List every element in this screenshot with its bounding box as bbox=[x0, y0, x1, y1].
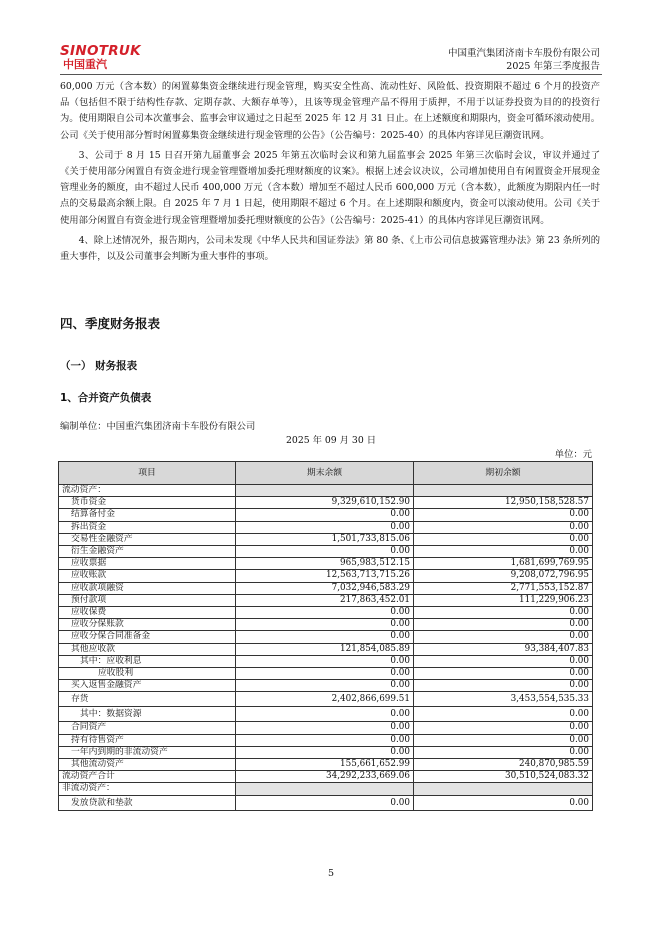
table-cell-begin-balance: 0.00 bbox=[414, 707, 593, 722]
table-cell-begin-balance: 3,453,554,535.33 bbox=[414, 692, 593, 707]
table-cell-item: 货币资金 bbox=[59, 497, 236, 509]
table-row bbox=[59, 521, 593, 533]
table-row bbox=[59, 734, 593, 746]
table-row bbox=[59, 546, 593, 558]
company-logo bbox=[60, 44, 172, 71]
table-cell-item: 预付款项 bbox=[59, 594, 236, 606]
table-cell-begin-balance: 30,510,524,083.32 bbox=[414, 771, 593, 783]
table-cell-begin-balance: 0.00 bbox=[414, 619, 593, 631]
table-cell-end-balance: 0.00 bbox=[236, 521, 414, 533]
table-row bbox=[59, 594, 593, 606]
table-row bbox=[59, 643, 593, 655]
table-cell-item: 流动资产： bbox=[59, 485, 236, 497]
header-report-title: 2025 年第三季度报告 bbox=[506, 61, 600, 72]
table-row bbox=[59, 722, 593, 734]
body-text bbox=[60, 79, 600, 265]
table-cell-item: 其中：应收利息 bbox=[59, 655, 236, 667]
table-row bbox=[59, 607, 593, 619]
table-cell-begin-balance: 0.00 bbox=[414, 734, 593, 746]
table-cell-end-balance: 0.00 bbox=[236, 734, 414, 746]
table-row bbox=[59, 771, 593, 783]
table-cell-begin-balance: 0.00 bbox=[414, 546, 593, 558]
table-row bbox=[59, 783, 593, 795]
table-row bbox=[59, 497, 593, 509]
table-cell-begin-balance: 2,771,553,152.87 bbox=[414, 582, 593, 594]
table-cell-begin-balance: 0.00 bbox=[414, 631, 593, 643]
paragraph-item-4: 4、除上述情况外，报告期内，公司未发现《中华人民共和国证券法》第 80 条、《上市公司信息披露管理办法》第 23 条所列的重大事件，以及公司董事会判断为重大事件的事项。 bbox=[60, 234, 600, 263]
column-header-item: 项目 bbox=[59, 462, 236, 485]
table-cell-item: 流动资产合计 bbox=[59, 771, 236, 783]
table-cell-end-balance: 0.00 bbox=[236, 668, 414, 680]
table-cell-begin-balance: 111,229,906.23 bbox=[414, 594, 593, 606]
table-row bbox=[59, 509, 593, 521]
table-cell-begin-balance: 12,950,158,528.57 bbox=[414, 497, 593, 509]
table-row bbox=[59, 759, 593, 771]
table-cell-item: 其他流动资产 bbox=[59, 759, 236, 771]
table-cell-end-balance: 155,661,652.99 bbox=[236, 759, 414, 771]
table-cell-end-balance: 0.00 bbox=[236, 680, 414, 692]
table-cell-end-balance: 0.00 bbox=[236, 722, 414, 734]
table-cell-item: 一年内到期的非流动资产 bbox=[59, 746, 236, 758]
table-cell-end-balance: 34,292,233,669.06 bbox=[236, 771, 414, 783]
table-row bbox=[59, 485, 593, 497]
report-header bbox=[448, 47, 600, 73]
header-divider bbox=[60, 74, 602, 75]
table-cell-item: 应收款项融资 bbox=[59, 582, 236, 594]
table-row bbox=[59, 655, 593, 667]
table-row bbox=[59, 533, 593, 545]
table-row bbox=[59, 692, 593, 707]
table-cell-end-balance: 0.00 bbox=[236, 655, 414, 667]
table-cell-begin-balance: 93,384,407.83 bbox=[414, 643, 593, 655]
table-cell-end-balance bbox=[236, 783, 414, 795]
table-cell-end-balance: 0.00 bbox=[236, 546, 414, 558]
table-cell-begin-balance: 0.00 bbox=[414, 533, 593, 545]
table-cell-item: 拆出资金 bbox=[59, 521, 236, 533]
table-cell-begin-balance bbox=[414, 485, 593, 497]
table-cell-begin-balance: 0.00 bbox=[414, 795, 593, 810]
table-cell-begin-balance: 0.00 bbox=[414, 655, 593, 667]
header-company: 中国重汽集团济南卡车股份有限公司 bbox=[447, 48, 600, 59]
table-cell-end-balance: 0.00 bbox=[236, 707, 414, 722]
table-row bbox=[59, 582, 593, 594]
table-row bbox=[59, 795, 593, 810]
table-cell-end-balance: 0.00 bbox=[236, 746, 414, 758]
logo-english: SINOTRUK bbox=[60, 43, 141, 59]
compiler-unit: 编制单位：中国重汽集团济南卡车股份有限公司 bbox=[60, 421, 256, 432]
table-cell-item: 其中：数据资源 bbox=[59, 707, 236, 722]
table-cell-begin-balance: 0.00 bbox=[414, 521, 593, 533]
table-cell-item: 应收保费 bbox=[59, 607, 236, 619]
statement-date: 2025 年 09 月 30 日 bbox=[286, 435, 376, 446]
table-cell-item: 应收股利 bbox=[59, 668, 236, 680]
table-cell-item: 买入返售金融资产 bbox=[59, 680, 236, 692]
table-row bbox=[59, 619, 593, 631]
table-cell-end-balance: 0.00 bbox=[236, 509, 414, 521]
table-cell-begin-balance: 9,208,072,796.95 bbox=[414, 570, 593, 582]
table-cell-item: 应收分保账款 bbox=[59, 619, 236, 631]
table-cell-end-balance: 12,563,713,715.26 bbox=[236, 570, 414, 582]
table-cell-item: 存货 bbox=[59, 692, 236, 707]
table-cell-end-balance: 965,983,512.15 bbox=[236, 558, 414, 570]
table-row bbox=[59, 558, 593, 570]
table-cell-end-balance: 0.00 bbox=[236, 607, 414, 619]
table-cell-end-balance: 7,032,946,583.29 bbox=[236, 582, 414, 594]
table-header-row bbox=[59, 462, 593, 485]
table-cell-item: 持有待售资产 bbox=[59, 734, 236, 746]
section-title: 四、季度财务报表 bbox=[60, 316, 161, 331]
table-cell-item: 其他应收款 bbox=[59, 643, 236, 655]
table-cell-end-balance: 0.00 bbox=[236, 631, 414, 643]
table-cell-begin-balance: 0.00 bbox=[414, 680, 593, 692]
table-row bbox=[59, 631, 593, 643]
table-cell-item: 应收票据 bbox=[59, 558, 236, 570]
table-cell-end-balance: 0.00 bbox=[236, 795, 414, 810]
paragraph-cash-management: 60,000 万元（含本数）的闲置募集资金继续进行现金管理，购买安全性高、流动性好、风险低、投资期限不超过 6 个月的投资产品（包括但不限于结构性存款、定期存款、大额存单等），且该等现金管理产品不得用于质押，不用于以证券投资为目的的投资行为。使用期限自公司本次董事会、监事会审议通过之日起至 2025 年 12 月 31 日止。在上述额度和期限内，资金可循环滚动使用。公司《关于使用部分暂时闲置募集资金继续进行现金管理的公告》（公告编号：2025-40）的具体内容详见巨潮资讯网。 bbox=[60, 81, 600, 141]
paragraph-item-3: 3、公司于 8 月 15 日召开第九届董事会 2025 年第五次临时会议和第九届监事会 2025 年第三次临时会议，审议并通过了《关于使用部分闲置自有资金进行现金管理暨增加委托理财额度的议案》。根据上述会议决议，公司增加使用自有闲置资金开展现金管理业务的额度，由不超过人民币 400,000 万元（含本数）增加至不超过人民币 600,000 万元（含本数），此额度为期限内任一时点的交易最高余额上限。自 2025 年 7 月 1 日起，使用期限不超过 6 个月。在上述期限和额度内，资金可以滚动使用。公司《关于使用部分闲置自有资金进行现金管理暨增加委托理财额度的公告》（公告编号：2025-41）的具体内容详见巨潮资讯网。 bbox=[60, 149, 600, 226]
table-row bbox=[59, 680, 593, 692]
table-cell-item: 衍生金融资产 bbox=[59, 546, 236, 558]
table-cell-begin-balance: 0.00 bbox=[414, 746, 593, 758]
column-header-end-balance: 期末余额 bbox=[236, 462, 414, 485]
table-cell-item: 结算备付金 bbox=[59, 509, 236, 521]
table-cell-end-balance: 2,402,866,699.51 bbox=[236, 692, 414, 707]
table-cell-begin-balance bbox=[414, 783, 593, 795]
table-cell-end-balance bbox=[236, 485, 414, 497]
table-cell-item: 非流动资产： bbox=[59, 783, 236, 795]
table-cell-begin-balance: 0.00 bbox=[414, 607, 593, 619]
statement-title: 1、合并资产负债表 bbox=[60, 392, 152, 404]
currency-unit: 单位：元 bbox=[554, 449, 592, 460]
table-cell-item: 合同资产 bbox=[59, 722, 236, 734]
table-cell-item: 应收分保合同准备金 bbox=[59, 631, 236, 643]
table-cell-end-balance: 1,501,733,815.06 bbox=[236, 533, 414, 545]
logo-chinese: 中国重汽 bbox=[63, 58, 107, 71]
table-cell-item: 应收账款 bbox=[59, 570, 236, 582]
page-number: 5 bbox=[327, 868, 335, 879]
table-row bbox=[59, 707, 593, 722]
table-cell-begin-balance: 0.00 bbox=[414, 509, 593, 521]
table-row bbox=[59, 570, 593, 582]
table-cell-item: 发放贷款和垫款 bbox=[59, 795, 236, 810]
table-cell-item: 交易性金融资产 bbox=[59, 533, 236, 545]
table-cell-begin-balance: 1,681,699,769.95 bbox=[414, 558, 593, 570]
table-row bbox=[59, 746, 593, 758]
subsection-title: （一） 财务报表 bbox=[60, 360, 138, 372]
table-cell-end-balance: 217,863,452.01 bbox=[236, 594, 414, 606]
table-cell-begin-balance: 0.00 bbox=[414, 722, 593, 734]
column-header-begin-balance: 期初余额 bbox=[414, 462, 593, 485]
table-cell-begin-balance: 0.00 bbox=[414, 668, 593, 680]
table-cell-end-balance: 9,329,610,152.90 bbox=[236, 497, 414, 509]
balance-sheet-table bbox=[58, 461, 593, 811]
table-row bbox=[59, 668, 593, 680]
table-cell-begin-balance: 240,870,985.59 bbox=[414, 759, 593, 771]
table-cell-end-balance: 0.00 bbox=[236, 619, 414, 631]
table-cell-end-balance: 121,854,085.89 bbox=[236, 643, 414, 655]
